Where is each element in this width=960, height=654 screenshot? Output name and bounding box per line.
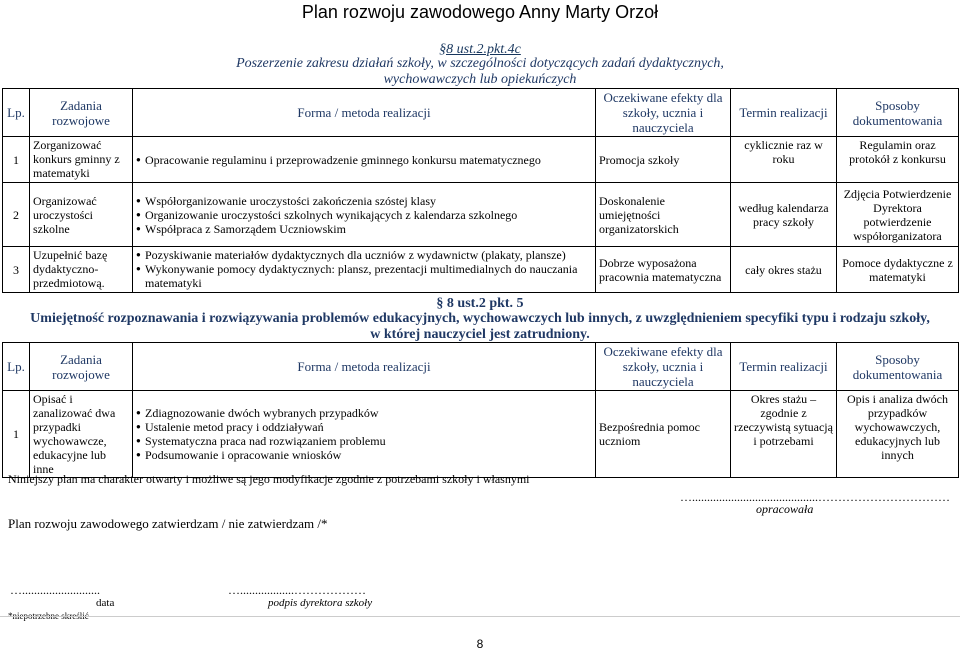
row-formy bbox=[133, 247, 596, 293]
row-lp: 2 bbox=[3, 183, 30, 247]
row-efekt: Dobrze wyposażona pracownia matematyczna bbox=[596, 247, 731, 293]
page-number: 8 bbox=[476, 637, 484, 651]
row-zadanie: Uzupełnić bazę dydaktyczno-przedmiotową. bbox=[30, 247, 133, 293]
table-row bbox=[3, 391, 959, 478]
row-termin: cyklicznie raz w roku bbox=[731, 137, 837, 183]
row-sposob: Pomoce dydaktyczne z matematyki bbox=[837, 247, 959, 293]
section1-ref: §8 ust.2.pkt.4c bbox=[439, 42, 521, 57]
date-label: data bbox=[96, 597, 115, 609]
footnote: *niepotrzebne skreślić bbox=[8, 611, 89, 621]
director-signature-line: …..................……………… bbox=[228, 583, 366, 597]
section2-ref: § 8 ust.2 pkt. 5 bbox=[436, 296, 524, 311]
header-forma: Forma / metoda realizacji bbox=[133, 89, 596, 137]
approve-statement: Plan rozwoju zawodowego zatwierdzam / nie zatwierdzam /* bbox=[8, 516, 328, 531]
list-item: ● Współpraca z Samorządem Uczniowskim bbox=[136, 222, 592, 236]
header-forma: Forma / metoda realizacji bbox=[133, 343, 596, 391]
section2-table bbox=[2, 342, 959, 478]
row-sposob: Opis i analiza dwóch przypadków wychowawczych, edukacyjnych lub innych bbox=[837, 391, 959, 478]
header-sposoby: Sposoby dokumentowania bbox=[837, 343, 959, 391]
row-zadanie: Zorganizować konkurs gminny z matematyki bbox=[30, 137, 133, 183]
section2-heading: Umiejętność rozpoznawania i rozwiązywania problemów edukacyjnych, wychowawczych lub innych, z uwzględnieniem specyfiki typu i rodzaju szkoły, w której nauczyciel jest zatrudniony. bbox=[30, 311, 930, 342]
header-efekty: Oczekiwane efekty dla szkoły, ucznia i nauczyciela bbox=[596, 89, 731, 137]
table-row bbox=[3, 247, 959, 293]
row-formy bbox=[133, 183, 596, 247]
row-zadanie: Organizować uroczystości szkolne bbox=[30, 183, 133, 247]
header-zadania: Zadania rozwojowe bbox=[30, 343, 133, 391]
director-signature-label: podpis dyrektora szkoły bbox=[268, 597, 373, 609]
opracowala-label: opracowała bbox=[756, 502, 814, 516]
row-efekt: Promocja szkoły bbox=[596, 137, 731, 183]
header-sposoby: Sposoby dokumentowania bbox=[837, 89, 959, 137]
plan-note: Niniejszy plan ma charakter otwarty i możliwe są jego modyfikacje zgodnie z potrzebami szkoły i własnymi bbox=[8, 472, 530, 486]
list-item: ● Opracowanie regulaminu i przeprowadzenie gminnego konkursu matematycznego bbox=[136, 153, 592, 167]
table-row bbox=[3, 137, 959, 183]
row-lp: 3 bbox=[3, 247, 30, 293]
list-item: ● Podsumowanie i opracowanie wniosków bbox=[136, 448, 592, 462]
page-title: Plan rozwoju zawodowego Anny Marty Orzoł bbox=[0, 0, 960, 24]
row-sposob: Regulamin oraz protokół z konkursu bbox=[837, 137, 959, 183]
list-item: ● Ustalenie metod pracy i oddziaływań bbox=[136, 420, 592, 434]
section1-heading: Poszerzenie zakresu działań szkoły, w szczególności dotyczących zadań dydaktycznych, wychowawczych lub opiekuńczych bbox=[236, 56, 724, 87]
row-formy bbox=[133, 137, 596, 183]
header-efekty: Oczekiwane efekty dla szkoły, ucznia i nauczyciela bbox=[596, 343, 731, 391]
header-termin: Termin realizacji bbox=[731, 89, 837, 137]
list-item: ● Współorganizowanie uroczystości zakończenia szóstej klasy bbox=[136, 194, 592, 208]
section1-table bbox=[2, 88, 959, 293]
section1-header-row bbox=[3, 89, 959, 137]
row-lp: 1 bbox=[3, 391, 30, 478]
signature-line-author: …..........................................…………………………… bbox=[680, 490, 950, 504]
date-line: ….......................... bbox=[10, 583, 100, 597]
list-item: ● Systematyczna praca nad rozwiązaniem problemu bbox=[136, 434, 592, 448]
row-efekt: Doskonalenie umiejętności organizatorskich bbox=[596, 183, 731, 247]
table-row bbox=[3, 183, 959, 247]
list-item: ● Zdiagnozowanie dwóch wybranych przypadków bbox=[136, 406, 592, 420]
list-item: ● Pozyskiwanie materiałów dydaktycznych dla uczniów z wydawnictw (plakaty, plansze) bbox=[136, 248, 592, 262]
row-termin: cały okres stażu bbox=[731, 247, 837, 293]
list-item: ● Organizowanie uroczystości szkolnych wynikających z kalendarza szkolnego bbox=[136, 208, 592, 222]
row-zadanie: Opisać i zanalizować dwa przypadki wychowawcze, edukacyjne lub inne bbox=[30, 391, 133, 478]
list-item: ● Wykonywanie pomocy dydaktycznych: plansz, prezentacji multimedialnych do nauczania matematyki bbox=[136, 262, 592, 290]
row-termin: według kalendarza pracy szkoły bbox=[731, 183, 837, 247]
header-lp: Lp. bbox=[3, 343, 30, 391]
header-lp: Lp. bbox=[3, 89, 30, 137]
row-efekt: Bezpośrednia pomoc uczniom bbox=[596, 391, 731, 478]
row-formy bbox=[133, 391, 596, 478]
row-termin: Okres stażu – zgodnie z rzeczywistą sytuacją i potrzebami bbox=[731, 391, 837, 478]
row-sposob: Zdjęcia Potwierdzenie Dyrektora potwierdzenie współorganizatora bbox=[837, 183, 959, 247]
header-termin: Termin realizacji bbox=[731, 343, 837, 391]
section2-header-row bbox=[3, 343, 959, 391]
row-lp: 1 bbox=[3, 137, 30, 183]
header-zadania: Zadania rozwojowe bbox=[30, 89, 133, 137]
